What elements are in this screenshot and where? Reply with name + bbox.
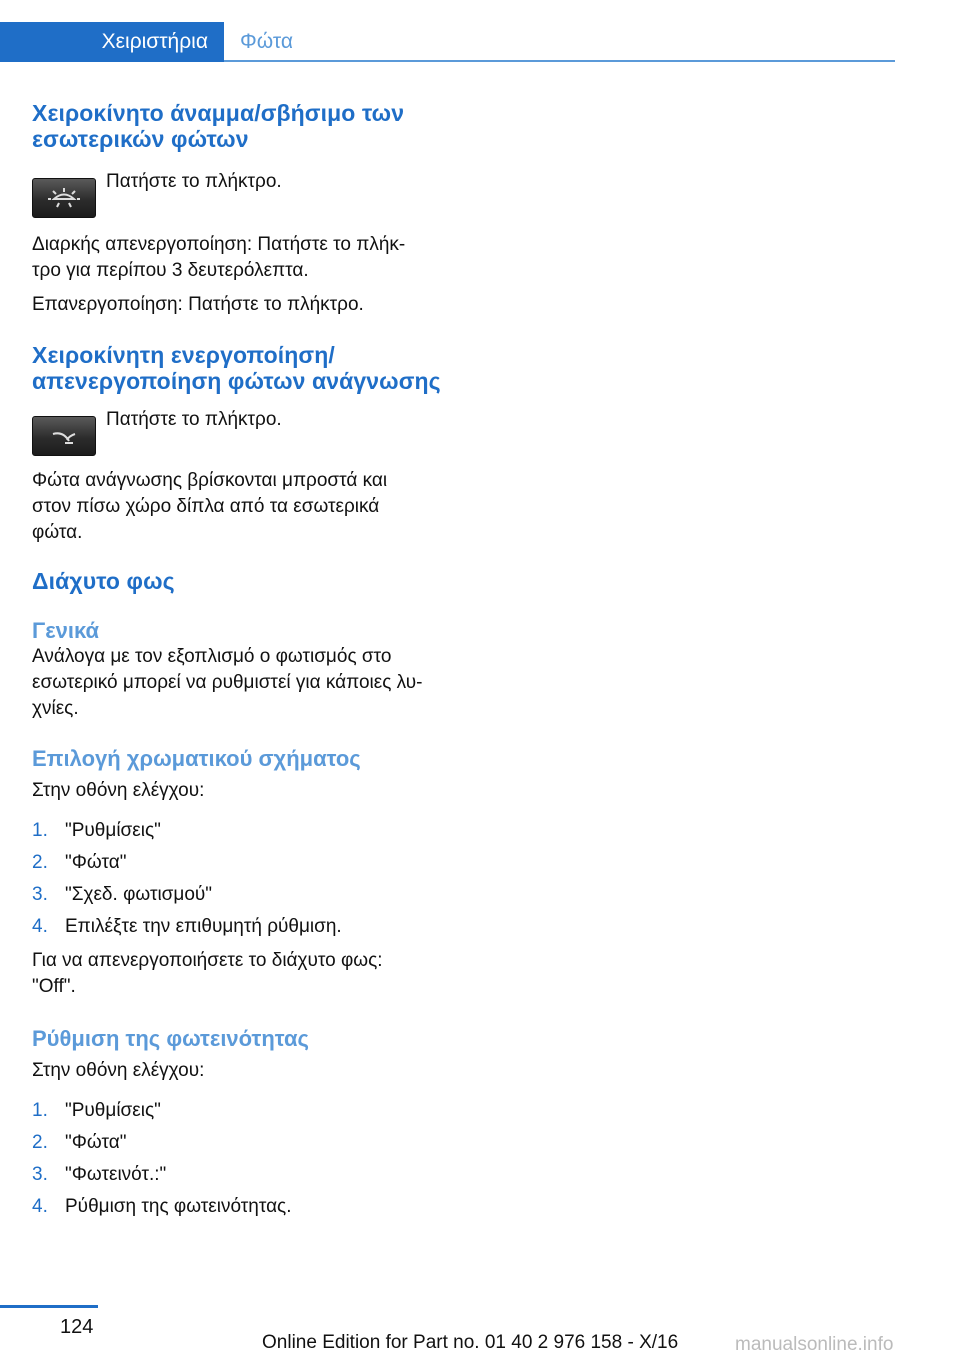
step-text: "Φώτα" xyxy=(65,852,127,873)
paragraph-reactivate: Επανεργοποίηση: Πατήστε το πλήκτρο. xyxy=(32,294,364,315)
list-item xyxy=(32,818,452,844)
paragraph-reading-lights xyxy=(32,468,452,546)
color-scheme-intro: Στην οθόνη ελέγχου: xyxy=(32,780,205,801)
paragraph-permanent-off xyxy=(32,232,452,284)
interior-light-button-icon xyxy=(32,178,96,218)
section-title-line: Χειροκίνητο άναμμα/σβήσιμο των xyxy=(32,100,405,126)
section-title-interior-lights xyxy=(32,100,452,152)
step-number: 2. xyxy=(32,1132,48,1153)
text-line: στον πίσω χώρο δίπλα από τα εσωτερικά xyxy=(32,496,380,517)
section-title-line: Χειροκίνητη ενεργοποίηση/ xyxy=(32,342,335,368)
button-instruction: Πατήστε το πλήκτρο. xyxy=(106,171,282,192)
text-line: Φώτα ανάγνωσης βρίσκονται μπροστά και xyxy=(32,470,388,491)
step-text: "Φώτα" xyxy=(65,1132,127,1153)
step-text: "Ρυθμίσεις" xyxy=(65,1100,161,1121)
list-item xyxy=(32,1194,452,1220)
list-item xyxy=(32,914,452,940)
brightness-steps xyxy=(32,1098,452,1220)
text-line: Διαρκής απενεργοποίηση: Πατήστε το πλήκ‐ xyxy=(32,234,406,255)
reading-light-button-row xyxy=(32,409,452,456)
subsection-title-brightness: Ρύθμιση της φωτεινότητας xyxy=(32,1026,309,1051)
text-line: φώτα. xyxy=(32,522,83,543)
color-scheme-steps xyxy=(32,818,452,940)
text-line: χνίες. xyxy=(32,698,79,719)
step-number: 3. xyxy=(32,1164,48,1185)
text-line: "Off". xyxy=(32,976,76,997)
step-number: 1. xyxy=(32,1100,48,1121)
list-item xyxy=(32,1130,452,1156)
step-number: 4. xyxy=(32,1196,48,1217)
section-title-line: απενεργοποίηση φώτων ανάγνωσης xyxy=(32,368,441,394)
step-text: "Σχεδ. φωτισμού" xyxy=(65,884,213,905)
interior-light-button-row xyxy=(32,171,452,218)
list-item xyxy=(32,850,452,876)
header-tab-controls: Χειριστήρια xyxy=(0,22,224,62)
reading-light-button-icon xyxy=(32,416,96,456)
brightness-intro: Στην οθόνη ελέγχου: xyxy=(32,1060,205,1081)
step-text: Ρύθμιση της φωτεινότητας. xyxy=(65,1196,292,1217)
list-item xyxy=(32,1098,452,1124)
text-line: τρο για περίπου 3 δευτερόλεπτα. xyxy=(32,260,309,281)
list-item xyxy=(32,1162,452,1188)
section-title-ambient-light: Διάχυτο φως xyxy=(32,568,175,594)
page-content xyxy=(32,100,452,1220)
section-title-reading-lights xyxy=(32,342,452,394)
header-tab-lights: Φώτα xyxy=(240,30,293,53)
page-header xyxy=(0,0,960,62)
step-number: 2. xyxy=(32,852,48,873)
text-line: εσωτερικό μπορεί να ρυθμιστεί για κάποιες λυ‐ xyxy=(32,672,423,693)
edition-note: Online Edition for Part no. 01 40 2 976 158 - X/16 xyxy=(262,1332,679,1353)
paragraph-turn-off-ambient xyxy=(32,948,452,1000)
watermark: manualsonline.info xyxy=(735,1334,894,1355)
step-number: 1. xyxy=(32,820,48,841)
step-number: 3. xyxy=(32,884,48,905)
step-text: Επιλέξτε την επιθυμητή ρύθμιση. xyxy=(65,916,342,937)
paragraph-general xyxy=(32,644,452,722)
step-text: "Φωτεινότ.:" xyxy=(65,1164,167,1185)
step-number: 4. xyxy=(32,916,48,937)
footer-divider xyxy=(0,1305,98,1308)
step-text: "Ρυθμίσεις" xyxy=(65,820,161,841)
subsection-title-general: Γενικά xyxy=(32,618,100,643)
text-line: Ανάλογα με τον εξοπλισμό ο φωτισμός στο xyxy=(32,646,392,667)
text-line: Για να απενεργοποιήσετε το διάχυτο φως: xyxy=(32,950,383,971)
button-instruction: Πατήστε το πλήκτρο. xyxy=(106,409,282,430)
section-title-line: εσωτερικών φώτων xyxy=(32,126,249,152)
list-item xyxy=(32,882,452,908)
subsection-title-color-scheme: Επιλογή χρωματικού σχήματος xyxy=(32,746,361,771)
page-number: 124 xyxy=(60,1316,94,1338)
header-divider xyxy=(224,60,895,62)
